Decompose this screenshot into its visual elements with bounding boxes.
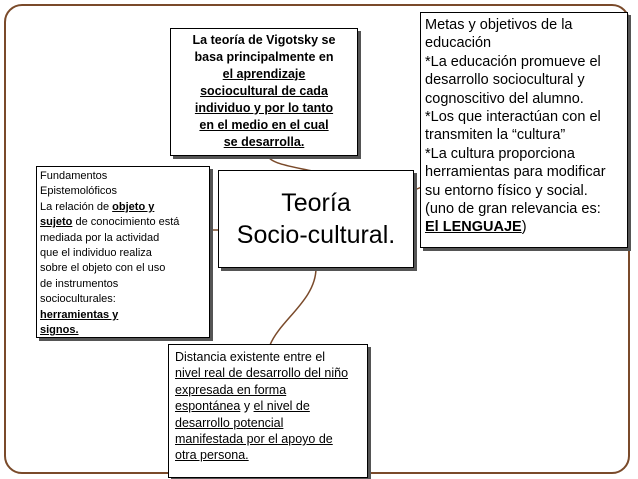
right-line-4: desarrollo sociocultural y bbox=[425, 72, 585, 89]
left-line-4-post: de conocimiento está bbox=[72, 216, 180, 229]
subject-emphasis: sujeto bbox=[40, 216, 73, 229]
object-subject-emphasis: objeto y bbox=[112, 200, 155, 213]
right-line-11: (uno de gran relevancia es: bbox=[425, 201, 601, 218]
bottom-line-3: expresada en forma bbox=[175, 382, 287, 397]
left-line-6: que el individuo realiza bbox=[40, 247, 152, 260]
bottom-line-4-c: el nivel de bbox=[253, 399, 310, 414]
left-line-2: Epistemolóficos bbox=[40, 185, 118, 198]
left-line-3 bbox=[40, 200, 206, 215]
right-line-12 bbox=[425, 218, 623, 236]
left-line-4 bbox=[40, 215, 206, 230]
bottom-line-2: nivel real de desarrollo del niño bbox=[175, 366, 349, 381]
right-line-3: *La educación promueve el bbox=[425, 53, 601, 70]
right-line-8: *La cultura proporciona bbox=[425, 145, 575, 162]
top-line-6: en el medio en el cual bbox=[199, 118, 329, 132]
left-line-8: de instrumentos bbox=[40, 277, 119, 290]
signs-emphasis: signos. bbox=[40, 324, 79, 337]
education-goals-box bbox=[420, 12, 628, 248]
bottom-line-4 bbox=[175, 398, 361, 414]
tools-emphasis: herramientas y bbox=[40, 308, 119, 321]
zone-of-development-box bbox=[168, 344, 368, 478]
bottom-line-4-b: y bbox=[240, 399, 254, 414]
top-line-5: individuo y por lo tanto bbox=[194, 101, 334, 115]
bottom-line-1: Distancia existente entre el bbox=[175, 350, 326, 364]
bottom-line-5: desarrollo potencial bbox=[175, 415, 284, 430]
epistemological-foundations-box bbox=[36, 166, 210, 338]
central-topic-box bbox=[218, 170, 414, 268]
right-line-12-end: ) bbox=[521, 219, 527, 236]
bottom-line-6: manifestada por el apoyo de bbox=[175, 432, 333, 447]
right-line-1: Metas y objetivos de la bbox=[425, 17, 573, 33]
right-line-7: transmiten la “cultura” bbox=[425, 127, 566, 144]
right-line-5: cognoscitivo del alumno. bbox=[425, 90, 584, 107]
top-line-1: La teoría de Vigotsky se bbox=[192, 33, 336, 47]
top-line-2: basa principalmente en bbox=[194, 50, 334, 64]
top-line-7: se desarrolla. bbox=[223, 135, 305, 149]
top-line-3: el aprendizaje bbox=[222, 67, 306, 81]
right-line-10: su entorno físico y social. bbox=[425, 182, 588, 199]
top-line-4: sociocultural de cada bbox=[200, 84, 328, 98]
left-line-3-pre: La relación de bbox=[40, 200, 113, 213]
right-line-6: *Los que interactúan con el bbox=[425, 109, 601, 126]
left-line-9: socioculturales: bbox=[40, 293, 116, 306]
bottom-line-7: otra persona. bbox=[175, 448, 249, 463]
central-title-line-2: Socio-cultural. bbox=[236, 221, 396, 249]
bottom-line-4-a: espontánea bbox=[175, 399, 241, 414]
left-line-1: Fundamentos bbox=[40, 170, 108, 182]
right-line-9: herramientas para modificar bbox=[425, 164, 606, 181]
vygotsky-theory-box bbox=[170, 28, 358, 156]
right-line-2: educación bbox=[425, 35, 492, 52]
left-line-5: mediada por la actividad bbox=[40, 231, 160, 244]
language-emphasis: El LENGUAJE bbox=[425, 219, 522, 236]
left-line-7: sobre el objeto con el uso bbox=[40, 262, 166, 275]
central-title-line-1: Teoría bbox=[281, 189, 351, 217]
